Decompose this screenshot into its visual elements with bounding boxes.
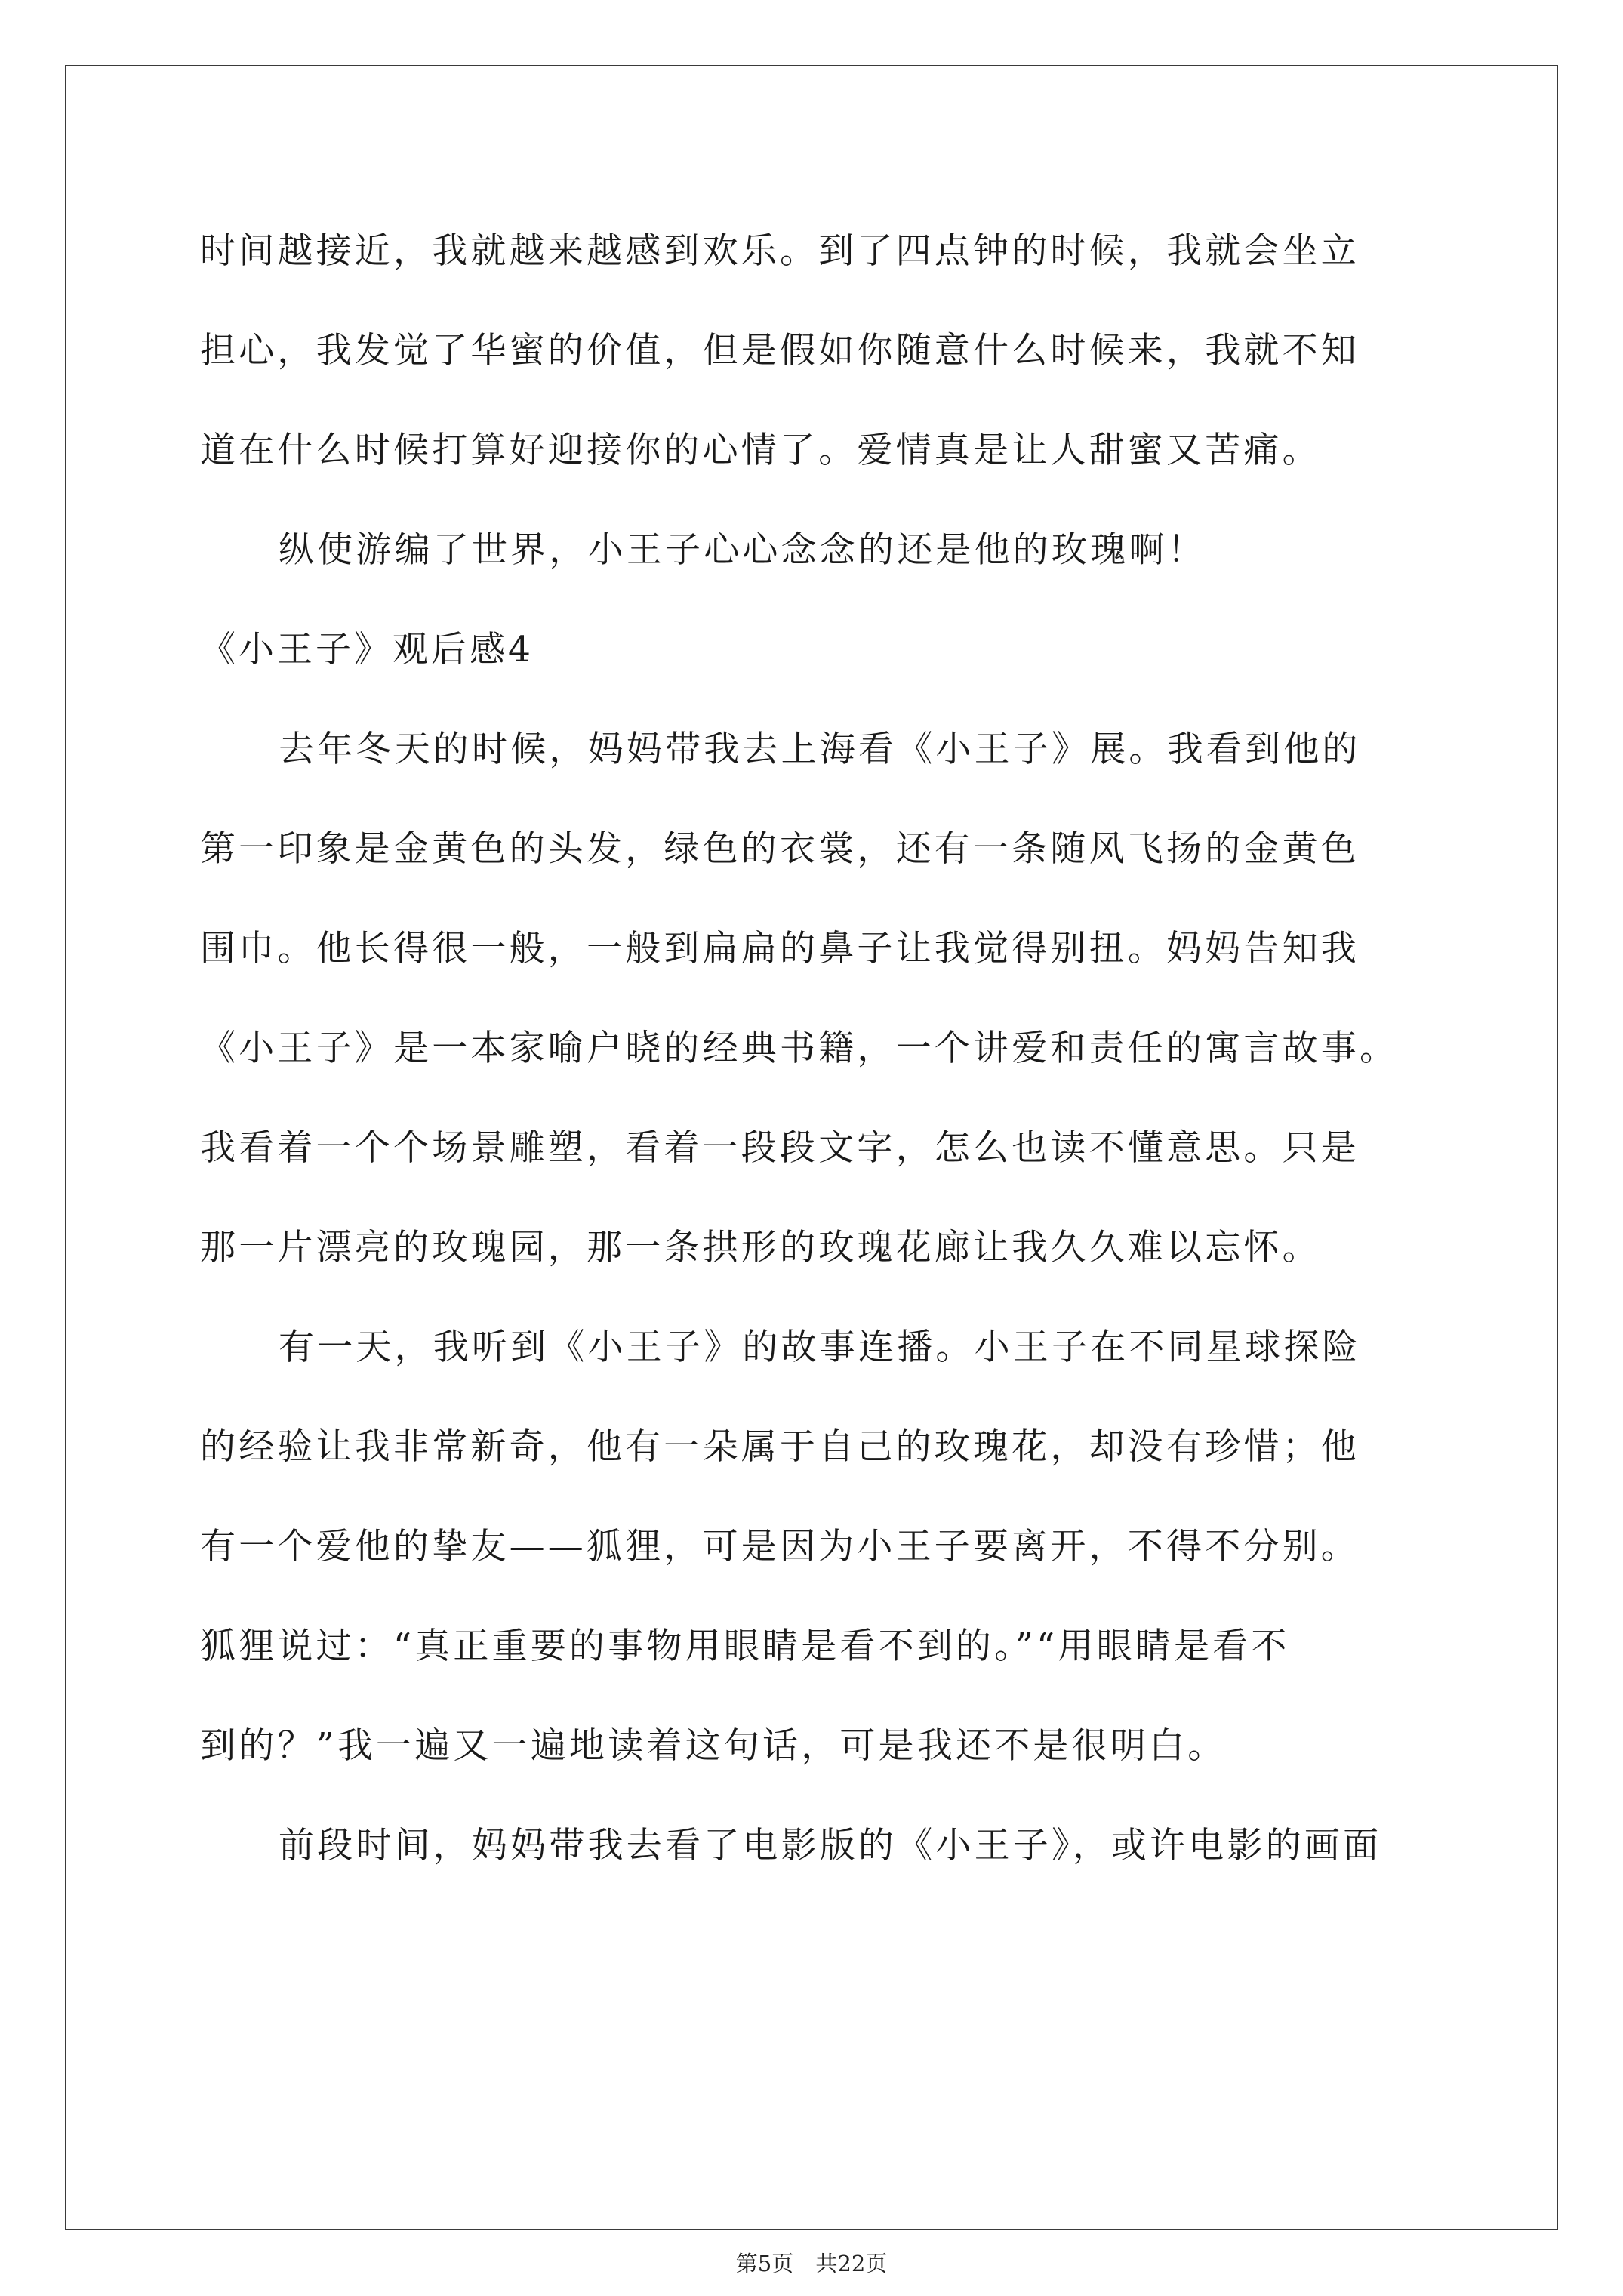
- text-line: 那一片漂亮的玫瑰园，那一条拱形的玫瑰花廊让我久久难以忘怀。: [200, 1227, 1321, 1268]
- text-line: 围巾。他长得很一般，一般到扁扁的鼻子让我觉得别扭。妈妈告知我: [200, 928, 1360, 969]
- text-line: 狐狸说过：“真正重要的事物用眼睛是看不到的。”“用眼睛是看不: [200, 1626, 1290, 1667]
- text-line: 道在什么时候打算好迎接你的心情了。爱情真是让人甜蜜又苦痛。: [200, 430, 1321, 471]
- text-line: 第一印象是金黄色的头发，绿色的衣裳，还有一条随风飞扬的金黄色: [200, 828, 1360, 870]
- text-line: 的经验让我非常新奇，他有一朵属于自己的玫瑰花，却没有珍惜；他: [200, 1426, 1360, 1468]
- section-heading: 《小王子》观后感4: [200, 629, 534, 670]
- text-line: 我看着一个个场景雕塑，看着一段段文字，怎么也读不懂意思。只是: [200, 1127, 1360, 1169]
- text-line: 时间越接近，我就越来越感到欢乐。到了四点钟的时候，我就会坐立: [200, 230, 1360, 272]
- paragraph-start-line: 去年冬天的时候，妈妈带我去上海看《小王子》展。我看到他的: [279, 729, 1361, 770]
- text-line: 有一个爱他的挚友——狐狸，可是因为小王子要离开，不得不分别。: [200, 1526, 1360, 1567]
- page-number: 第5页: [735, 2251, 794, 2276]
- text-line: 到的？”我一遍又一遍地读着这句话，可是我还不是很明白。: [200, 1725, 1227, 1767]
- paragraph-start-line: 前段时间，妈妈带我去看了电影版的《小王子》，或许电影的画面: [279, 1825, 1382, 1866]
- page-total: 共22页: [815, 2251, 888, 2276]
- paragraph-start-line: 有一天，我听到《小王子》的故事连播。小王子在不同星球探险: [279, 1327, 1361, 1368]
- text-line: 担心，我发觉了华蜜的价值，但是假如你随意什么时候来，我就不知: [200, 330, 1360, 371]
- paragraph-start-line: 纵使游编了世界，小王子心心念念的还是他的玫瑰啊！: [279, 529, 1206, 571]
- text-line: 《小王子》是一本家喻户晓的经典书籍，一个讲爱和责任的寓言故事。: [200, 1028, 1399, 1069]
- page-footer: [0, 2248, 1623, 2279]
